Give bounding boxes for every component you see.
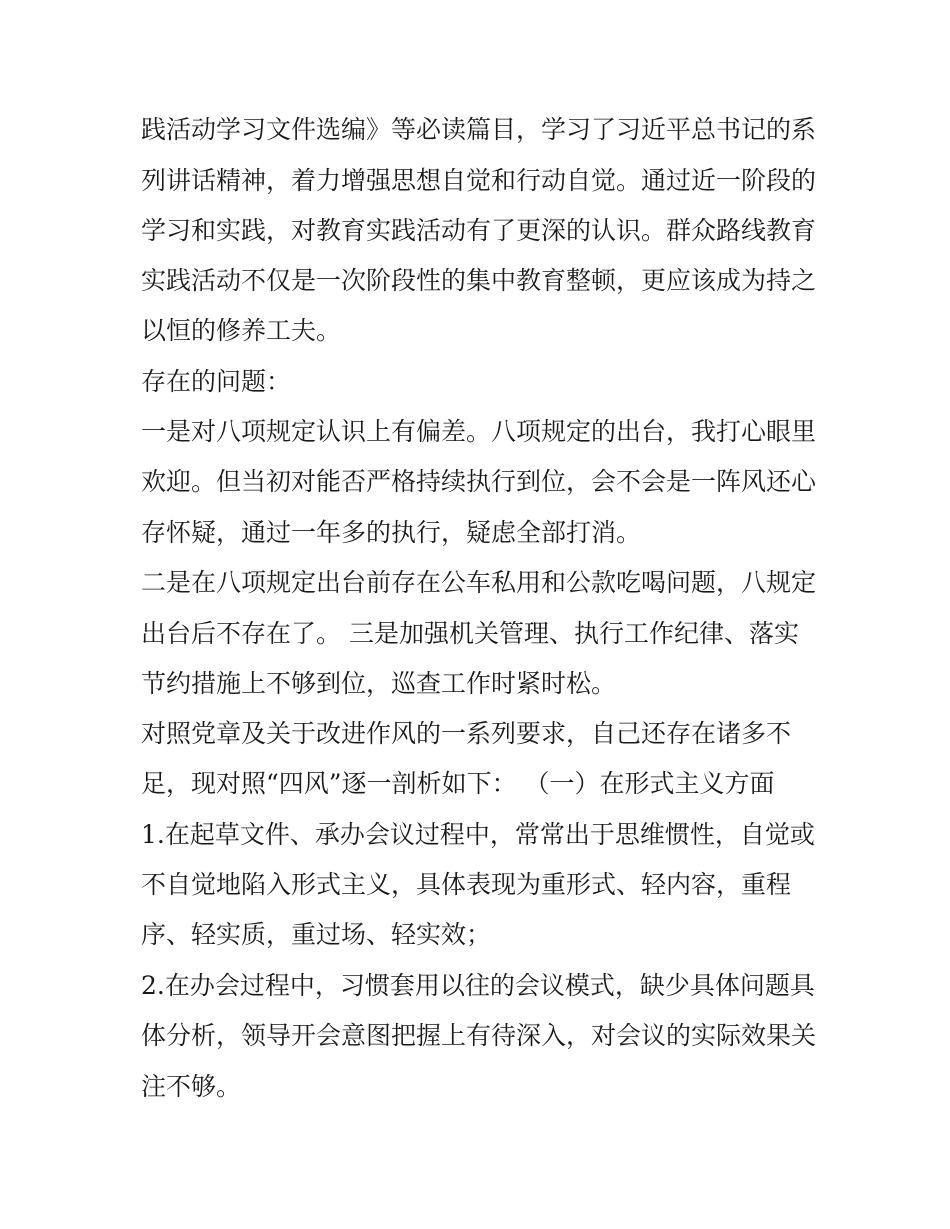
- text-line: 列讲话精神，着力增强思想自觉和行动自觉。通过近一阶段的: [141, 166, 817, 195]
- text-line: 节约措施上不够到位，巡查工作时紧时松。: [141, 669, 617, 698]
- text-line: 存在的问题：: [141, 367, 292, 396]
- text-line: 注不够。: [141, 1072, 242, 1101]
- text-line: 存怀疑，通过一年多的执行，疑虑全部打消。: [141, 518, 642, 547]
- text-line: 出台后不存在了。 三是加强机关管理、执行工作纪律、落实: [141, 619, 799, 648]
- text-line: 序、轻实质，重过场、轻实效；: [141, 920, 492, 949]
- text-line: 体分析，领导开会意图把握上有待深入，对会议的实际效果关: [141, 1021, 817, 1050]
- text-line: 践活动学习文件选编》等必读篇目，学习了习近平总书记的系: [141, 115, 817, 144]
- text-line: 以恒的修养工夫。: [141, 316, 342, 345]
- text-line: 足，现对照“四风”逐一剖析如下： （一）在形式主义方面: [141, 769, 775, 798]
- text-line: 不自觉地陷入形式主义，具体表现为重形式、轻内容，重程: [141, 870, 792, 899]
- text-line: 对照党章及关于改进作风的一系列要求，自己还存在诸多不: [141, 719, 792, 748]
- text-line: 二是在八项规定出台前存在公车私用和公款吃喝问题，八规定: [141, 568, 817, 597]
- text-line: 2.在办会过程中，习惯套用以往的会议模式，缺少具体问题具: [141, 971, 815, 1000]
- text-line: 实践活动不仅是一次阶段性的集中教育整顿，更应该成为持之: [141, 266, 817, 295]
- text-line: 一是对八项规定认识上有偏差。八项规定的出台，我打心眼里: [141, 417, 817, 446]
- text-line: 1.在起草文件、承办会议过程中，常常出于思维惯性，自觉或: [141, 820, 815, 849]
- text-line: 欢迎。但当初对能否严格持续执行到位，会不会是一阵风还心: [141, 467, 817, 496]
- text-line: 学习和实践，对教育实践活动有了更深的认识。群众路线教育: [141, 216, 817, 245]
